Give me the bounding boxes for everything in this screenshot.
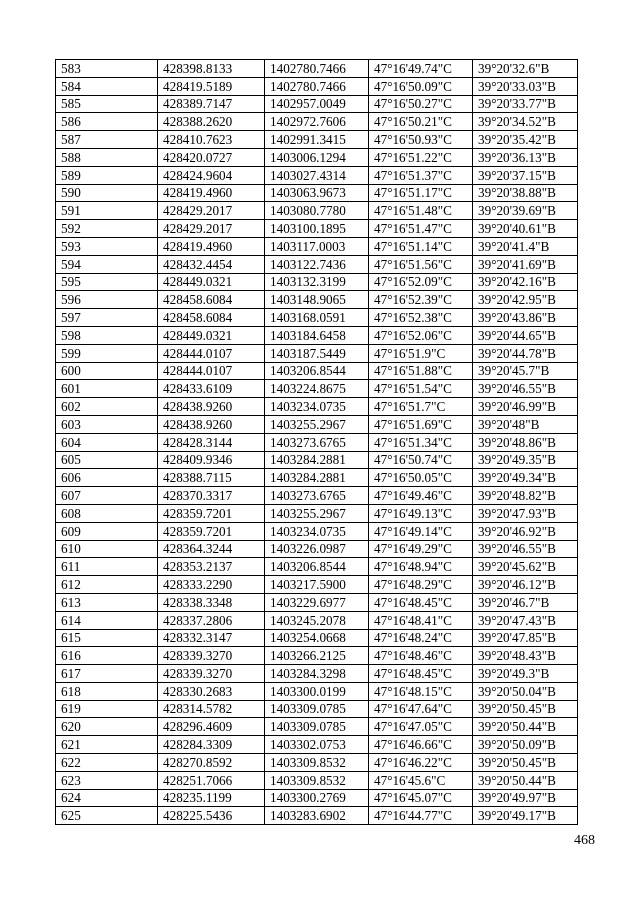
- latitude-cell: 47°16'51.69"С: [369, 415, 473, 433]
- y-coordinate-cell: 1403309.0785: [265, 718, 369, 736]
- point-number-cell: 605: [56, 451, 158, 469]
- point-number-cell: 612: [56, 576, 158, 594]
- longitude-cell: 39°20'50.45"В: [473, 754, 578, 772]
- table-row: [56, 380, 578, 398]
- table-row: [56, 736, 578, 754]
- x-coordinate-cell: 428419.4960: [158, 237, 265, 255]
- latitude-cell: 47°16'50.27"С: [369, 95, 473, 113]
- latitude-cell: 47°16'51.7"С: [369, 398, 473, 416]
- latitude-cell: 47°16'45.6"С: [369, 771, 473, 789]
- longitude-cell: 39°20'48"В: [473, 415, 578, 433]
- x-coordinate-cell: 428410.7623: [158, 131, 265, 149]
- table-row: [56, 398, 578, 416]
- point-number-cell: 611: [56, 558, 158, 576]
- latitude-cell: 47°16'48.41"С: [369, 611, 473, 629]
- point-number-cell: 600: [56, 362, 158, 380]
- y-coordinate-cell: 1403187.5449: [265, 344, 369, 362]
- y-coordinate-cell: 1403184.6458: [265, 326, 369, 344]
- x-coordinate-cell: 428429.2017: [158, 202, 265, 220]
- longitude-cell: 39°20'49.3"В: [473, 665, 578, 683]
- x-coordinate-cell: 428420.0727: [158, 148, 265, 166]
- latitude-cell: 47°16'48.24"С: [369, 629, 473, 647]
- longitude-cell: 39°20'49.17"В: [473, 807, 578, 825]
- y-coordinate-cell: 1403234.0735: [265, 522, 369, 540]
- x-coordinate-cell: 428389.7147: [158, 95, 265, 113]
- x-coordinate-cell: 428449.0321: [158, 326, 265, 344]
- point-number-cell: 607: [56, 487, 158, 505]
- y-coordinate-cell: 1403283.6902: [265, 807, 369, 825]
- y-coordinate-cell: 1403284.2881: [265, 451, 369, 469]
- longitude-cell: 39°20'33.77"В: [473, 95, 578, 113]
- latitude-cell: 47°16'50.93"С: [369, 131, 473, 149]
- table-row: [56, 220, 578, 238]
- point-number-cell: 618: [56, 682, 158, 700]
- y-coordinate-cell: 1403229.6977: [265, 593, 369, 611]
- x-coordinate-cell: 428433.6109: [158, 380, 265, 398]
- table-row: [56, 682, 578, 700]
- x-coordinate-cell: 428330.2683: [158, 682, 265, 700]
- x-coordinate-cell: 428364.3244: [158, 540, 265, 558]
- x-coordinate-cell: 428424.9604: [158, 166, 265, 184]
- latitude-cell: 47°16'51.14"С: [369, 237, 473, 255]
- latitude-cell: 47°16'45.07"С: [369, 789, 473, 807]
- longitude-cell: 39°20'50.04"В: [473, 682, 578, 700]
- y-coordinate-cell: 1403245.2078: [265, 611, 369, 629]
- latitude-cell: 47°16'48.94"С: [369, 558, 473, 576]
- table-row: [56, 522, 578, 540]
- table-row: [56, 433, 578, 451]
- x-coordinate-cell: 428370.3317: [158, 487, 265, 505]
- longitude-cell: 39°20'49.34"В: [473, 469, 578, 487]
- y-coordinate-cell: 1403226.0987: [265, 540, 369, 558]
- table-row: [56, 665, 578, 683]
- table-row: [56, 166, 578, 184]
- longitude-cell: 39°20'44.65"В: [473, 326, 578, 344]
- longitude-cell: 39°20'38.88"В: [473, 184, 578, 202]
- y-coordinate-cell: 1403122.7436: [265, 255, 369, 273]
- x-coordinate-cell: 428332.3147: [158, 629, 265, 647]
- latitude-cell: 47°16'51.17"С: [369, 184, 473, 202]
- point-number-cell: 592: [56, 220, 158, 238]
- point-number-cell: 596: [56, 291, 158, 309]
- longitude-cell: 39°20'50.09"В: [473, 736, 578, 754]
- longitude-cell: 39°20'47.85"В: [473, 629, 578, 647]
- y-coordinate-cell: 1402780.7466: [265, 60, 369, 78]
- y-coordinate-cell: 1403309.0785: [265, 700, 369, 718]
- x-coordinate-cell: 428337.2806: [158, 611, 265, 629]
- point-number-cell: 586: [56, 113, 158, 131]
- x-coordinate-cell: 428388.2620: [158, 113, 265, 131]
- table-row: [56, 611, 578, 629]
- table-row: [56, 415, 578, 433]
- latitude-cell: 47°16'44.77"С: [369, 807, 473, 825]
- table-row: [56, 237, 578, 255]
- longitude-cell: 39°20'46.55"В: [473, 540, 578, 558]
- y-coordinate-cell: 1403100.1895: [265, 220, 369, 238]
- longitude-cell: 39°20'50.45"В: [473, 700, 578, 718]
- longitude-cell: 39°20'48.86"В: [473, 433, 578, 451]
- point-number-cell: 589: [56, 166, 158, 184]
- latitude-cell: 47°16'48.29"С: [369, 576, 473, 594]
- latitude-cell: 47°16'46.22"С: [369, 754, 473, 772]
- x-coordinate-cell: 428359.7201: [158, 522, 265, 540]
- table-row: [56, 326, 578, 344]
- point-number-cell: 621: [56, 736, 158, 754]
- longitude-cell: 39°20'46.7"В: [473, 593, 578, 611]
- table-row: [56, 771, 578, 789]
- latitude-cell: 47°16'48.45"С: [369, 665, 473, 683]
- coordinates-table-body: [56, 60, 578, 825]
- point-number-cell: 601: [56, 380, 158, 398]
- x-coordinate-cell: 428270.8592: [158, 754, 265, 772]
- latitude-cell: 47°16'51.9"С: [369, 344, 473, 362]
- latitude-cell: 47°16'51.56"С: [369, 255, 473, 273]
- table-row: [56, 754, 578, 772]
- point-number-cell: 595: [56, 273, 158, 291]
- point-number-cell: 603: [56, 415, 158, 433]
- y-coordinate-cell: 1403217.5900: [265, 576, 369, 594]
- table-row: [56, 362, 578, 380]
- x-coordinate-cell: 428359.7201: [158, 504, 265, 522]
- point-number-cell: 585: [56, 95, 158, 113]
- y-coordinate-cell: 1403255.2967: [265, 415, 369, 433]
- x-coordinate-cell: 428429.2017: [158, 220, 265, 238]
- point-number-cell: 610: [56, 540, 158, 558]
- table-row: [56, 629, 578, 647]
- longitude-cell: 39°20'48.82"В: [473, 487, 578, 505]
- table-row: [56, 95, 578, 113]
- table-row: [56, 202, 578, 220]
- latitude-cell: 47°16'49.14"С: [369, 522, 473, 540]
- point-number-cell: 613: [56, 593, 158, 611]
- longitude-cell: 39°20'36.13"В: [473, 148, 578, 166]
- longitude-cell: 39°20'42.16"В: [473, 273, 578, 291]
- table-row: [56, 807, 578, 825]
- point-number-cell: 590: [56, 184, 158, 202]
- latitude-cell: 47°16'47.05"С: [369, 718, 473, 736]
- y-coordinate-cell: 1403255.2967: [265, 504, 369, 522]
- x-coordinate-cell: 428388.7115: [158, 469, 265, 487]
- latitude-cell: 47°16'51.47"С: [369, 220, 473, 238]
- x-coordinate-cell: 428333.2290: [158, 576, 265, 594]
- y-coordinate-cell: 1402972.7606: [265, 113, 369, 131]
- latitude-cell: 47°16'51.37"С: [369, 166, 473, 184]
- longitude-cell: 39°20'41.4"В: [473, 237, 578, 255]
- latitude-cell: 47°16'51.88"С: [369, 362, 473, 380]
- y-coordinate-cell: 1402957.0049: [265, 95, 369, 113]
- x-coordinate-cell: 428432.4454: [158, 255, 265, 273]
- latitude-cell: 47°16'48.46"С: [369, 647, 473, 665]
- latitude-cell: 47°16'51.34"С: [369, 433, 473, 451]
- longitude-cell: 39°20'44.78"В: [473, 344, 578, 362]
- table-row: [56, 647, 578, 665]
- longitude-cell: 39°20'46.99"В: [473, 398, 578, 416]
- y-coordinate-cell: 1403302.0753: [265, 736, 369, 754]
- table-row: [56, 184, 578, 202]
- latitude-cell: 47°16'48.45"С: [369, 593, 473, 611]
- latitude-cell: 47°16'50.74"С: [369, 451, 473, 469]
- point-number-cell: 617: [56, 665, 158, 683]
- table-row: [56, 273, 578, 291]
- latitude-cell: 47°16'51.48"С: [369, 202, 473, 220]
- point-number-cell: 616: [56, 647, 158, 665]
- y-coordinate-cell: 1403006.1294: [265, 148, 369, 166]
- point-number-cell: 622: [56, 754, 158, 772]
- point-number-cell: 606: [56, 469, 158, 487]
- y-coordinate-cell: 1403132.3199: [265, 273, 369, 291]
- latitude-cell: 47°16'48.15"С: [369, 682, 473, 700]
- y-coordinate-cell: 1403063.9673: [265, 184, 369, 202]
- point-number-cell: 587: [56, 131, 158, 149]
- point-number-cell: 602: [56, 398, 158, 416]
- table-row: [56, 77, 578, 95]
- point-number-cell: 620: [56, 718, 158, 736]
- table-row: [56, 309, 578, 327]
- longitude-cell: 39°20'50.44"В: [473, 771, 578, 789]
- x-coordinate-cell: 428398.8133: [158, 60, 265, 78]
- latitude-cell: 47°16'49.46"С: [369, 487, 473, 505]
- x-coordinate-cell: 428338.3348: [158, 593, 265, 611]
- longitude-cell: 39°20'41.69"В: [473, 255, 578, 273]
- latitude-cell: 47°16'52.09"С: [369, 273, 473, 291]
- y-coordinate-cell: 1402991.3415: [265, 131, 369, 149]
- longitude-cell: 39°20'32.6"В: [473, 60, 578, 78]
- longitude-cell: 39°20'35.42"В: [473, 131, 578, 149]
- table-row: [56, 255, 578, 273]
- point-number-cell: 625: [56, 807, 158, 825]
- table-row: [56, 131, 578, 149]
- x-coordinate-cell: 428419.5189: [158, 77, 265, 95]
- longitude-cell: 39°20'45.62"В: [473, 558, 578, 576]
- y-coordinate-cell: 1403080.7780: [265, 202, 369, 220]
- point-number-cell: 623: [56, 771, 158, 789]
- y-coordinate-cell: 1403117.0003: [265, 237, 369, 255]
- y-coordinate-cell: 1403284.2881: [265, 469, 369, 487]
- point-number-cell: 604: [56, 433, 158, 451]
- x-coordinate-cell: 428449.0321: [158, 273, 265, 291]
- x-coordinate-cell: 428251.7066: [158, 771, 265, 789]
- point-number-cell: 583: [56, 60, 158, 78]
- table-row: [56, 540, 578, 558]
- point-number-cell: 588: [56, 148, 158, 166]
- y-coordinate-cell: 1403300.2769: [265, 789, 369, 807]
- longitude-cell: 39°20'49.97"В: [473, 789, 578, 807]
- point-number-cell: 619: [56, 700, 158, 718]
- y-coordinate-cell: 1403224.8675: [265, 380, 369, 398]
- latitude-cell: 47°16'47.64"С: [369, 700, 473, 718]
- y-coordinate-cell: 1403206.8544: [265, 558, 369, 576]
- latitude-cell: 47°16'51.54"С: [369, 380, 473, 398]
- x-coordinate-cell: 428428.3144: [158, 433, 265, 451]
- y-coordinate-cell: 1403027.4314: [265, 166, 369, 184]
- point-number-cell: 608: [56, 504, 158, 522]
- x-coordinate-cell: 428409.9346: [158, 451, 265, 469]
- latitude-cell: 47°16'51.22"С: [369, 148, 473, 166]
- point-number-cell: 614: [56, 611, 158, 629]
- point-number-cell: 593: [56, 237, 158, 255]
- longitude-cell: 39°20'47.93"В: [473, 504, 578, 522]
- x-coordinate-cell: 428235.1199: [158, 789, 265, 807]
- table-row: [56, 451, 578, 469]
- latitude-cell: 47°16'49.29"С: [369, 540, 473, 558]
- longitude-cell: 39°20'37.15"В: [473, 166, 578, 184]
- x-coordinate-cell: 428438.9260: [158, 415, 265, 433]
- x-coordinate-cell: 428284.3309: [158, 736, 265, 754]
- longitude-cell: 39°20'47.43"В: [473, 611, 578, 629]
- longitude-cell: 39°20'45.7"В: [473, 362, 578, 380]
- latitude-cell: 47°16'50.05"С: [369, 469, 473, 487]
- y-coordinate-cell: 1403309.8532: [265, 754, 369, 772]
- table-row: [56, 60, 578, 78]
- x-coordinate-cell: 428225.5436: [158, 807, 265, 825]
- table-row: [56, 593, 578, 611]
- longitude-cell: 39°20'46.92"В: [473, 522, 578, 540]
- point-number-cell: 609: [56, 522, 158, 540]
- x-coordinate-cell: 428444.0107: [158, 362, 265, 380]
- point-number-cell: 594: [56, 255, 158, 273]
- x-coordinate-cell: 428296.4609: [158, 718, 265, 736]
- longitude-cell: 39°20'42.95"В: [473, 291, 578, 309]
- coordinates-table: [55, 59, 578, 825]
- table-row: [56, 469, 578, 487]
- y-coordinate-cell: 1403148.9065: [265, 291, 369, 309]
- latitude-cell: 47°16'52.06"С: [369, 326, 473, 344]
- y-coordinate-cell: 1403273.6765: [265, 487, 369, 505]
- x-coordinate-cell: 428339.3270: [158, 647, 265, 665]
- y-coordinate-cell: 1403266.2125: [265, 647, 369, 665]
- table-row: [56, 148, 578, 166]
- y-coordinate-cell: 1403168.0591: [265, 309, 369, 327]
- table-row: [56, 558, 578, 576]
- y-coordinate-cell: 1403284.3298: [265, 665, 369, 683]
- table-row: [56, 113, 578, 131]
- y-coordinate-cell: 1403206.8544: [265, 362, 369, 380]
- table-row: [56, 344, 578, 362]
- page-number: 468: [574, 833, 595, 848]
- table-row: [56, 718, 578, 736]
- latitude-cell: 47°16'50.21"С: [369, 113, 473, 131]
- latitude-cell: 47°16'52.39"С: [369, 291, 473, 309]
- latitude-cell: 47°16'49.74"С: [369, 60, 473, 78]
- table-row: [56, 291, 578, 309]
- latitude-cell: 47°16'46.66"С: [369, 736, 473, 754]
- point-number-cell: 591: [56, 202, 158, 220]
- point-number-cell: 597: [56, 309, 158, 327]
- x-coordinate-cell: 428438.9260: [158, 398, 265, 416]
- table-row: [56, 504, 578, 522]
- x-coordinate-cell: 428353.2137: [158, 558, 265, 576]
- table-row: [56, 789, 578, 807]
- x-coordinate-cell: 428419.4960: [158, 184, 265, 202]
- y-coordinate-cell: 1403273.6765: [265, 433, 369, 451]
- y-coordinate-cell: 1403254.0668: [265, 629, 369, 647]
- x-coordinate-cell: 428458.6084: [158, 309, 265, 327]
- longitude-cell: 39°20'48.43"В: [473, 647, 578, 665]
- longitude-cell: 39°20'43.86"В: [473, 309, 578, 327]
- x-coordinate-cell: 428339.3270: [158, 665, 265, 683]
- point-number-cell: 624: [56, 789, 158, 807]
- longitude-cell: 39°20'40.61"В: [473, 220, 578, 238]
- table-row: [56, 576, 578, 594]
- latitude-cell: 47°16'50.09"С: [369, 77, 473, 95]
- longitude-cell: 39°20'46.55"В: [473, 380, 578, 398]
- table-row: [56, 700, 578, 718]
- point-number-cell: 599: [56, 344, 158, 362]
- point-number-cell: 598: [56, 326, 158, 344]
- x-coordinate-cell: 428314.5782: [158, 700, 265, 718]
- longitude-cell: 39°20'50.44"В: [473, 718, 578, 736]
- longitude-cell: 39°20'34.52"В: [473, 113, 578, 131]
- y-coordinate-cell: 1402780.7466: [265, 77, 369, 95]
- x-coordinate-cell: 428458.6084: [158, 291, 265, 309]
- table-row: [56, 487, 578, 505]
- longitude-cell: 39°20'46.12"В: [473, 576, 578, 594]
- longitude-cell: 39°20'33.03"В: [473, 77, 578, 95]
- x-coordinate-cell: 428444.0107: [158, 344, 265, 362]
- y-coordinate-cell: 1403309.8532: [265, 771, 369, 789]
- longitude-cell: 39°20'39.69"В: [473, 202, 578, 220]
- y-coordinate-cell: 1403300.0199: [265, 682, 369, 700]
- longitude-cell: 39°20'49.35"В: [473, 451, 578, 469]
- y-coordinate-cell: 1403234.0735: [265, 398, 369, 416]
- point-number-cell: 584: [56, 77, 158, 95]
- latitude-cell: 47°16'49.13"С: [369, 504, 473, 522]
- latitude-cell: 47°16'52.38"С: [369, 309, 473, 327]
- point-number-cell: 615: [56, 629, 158, 647]
